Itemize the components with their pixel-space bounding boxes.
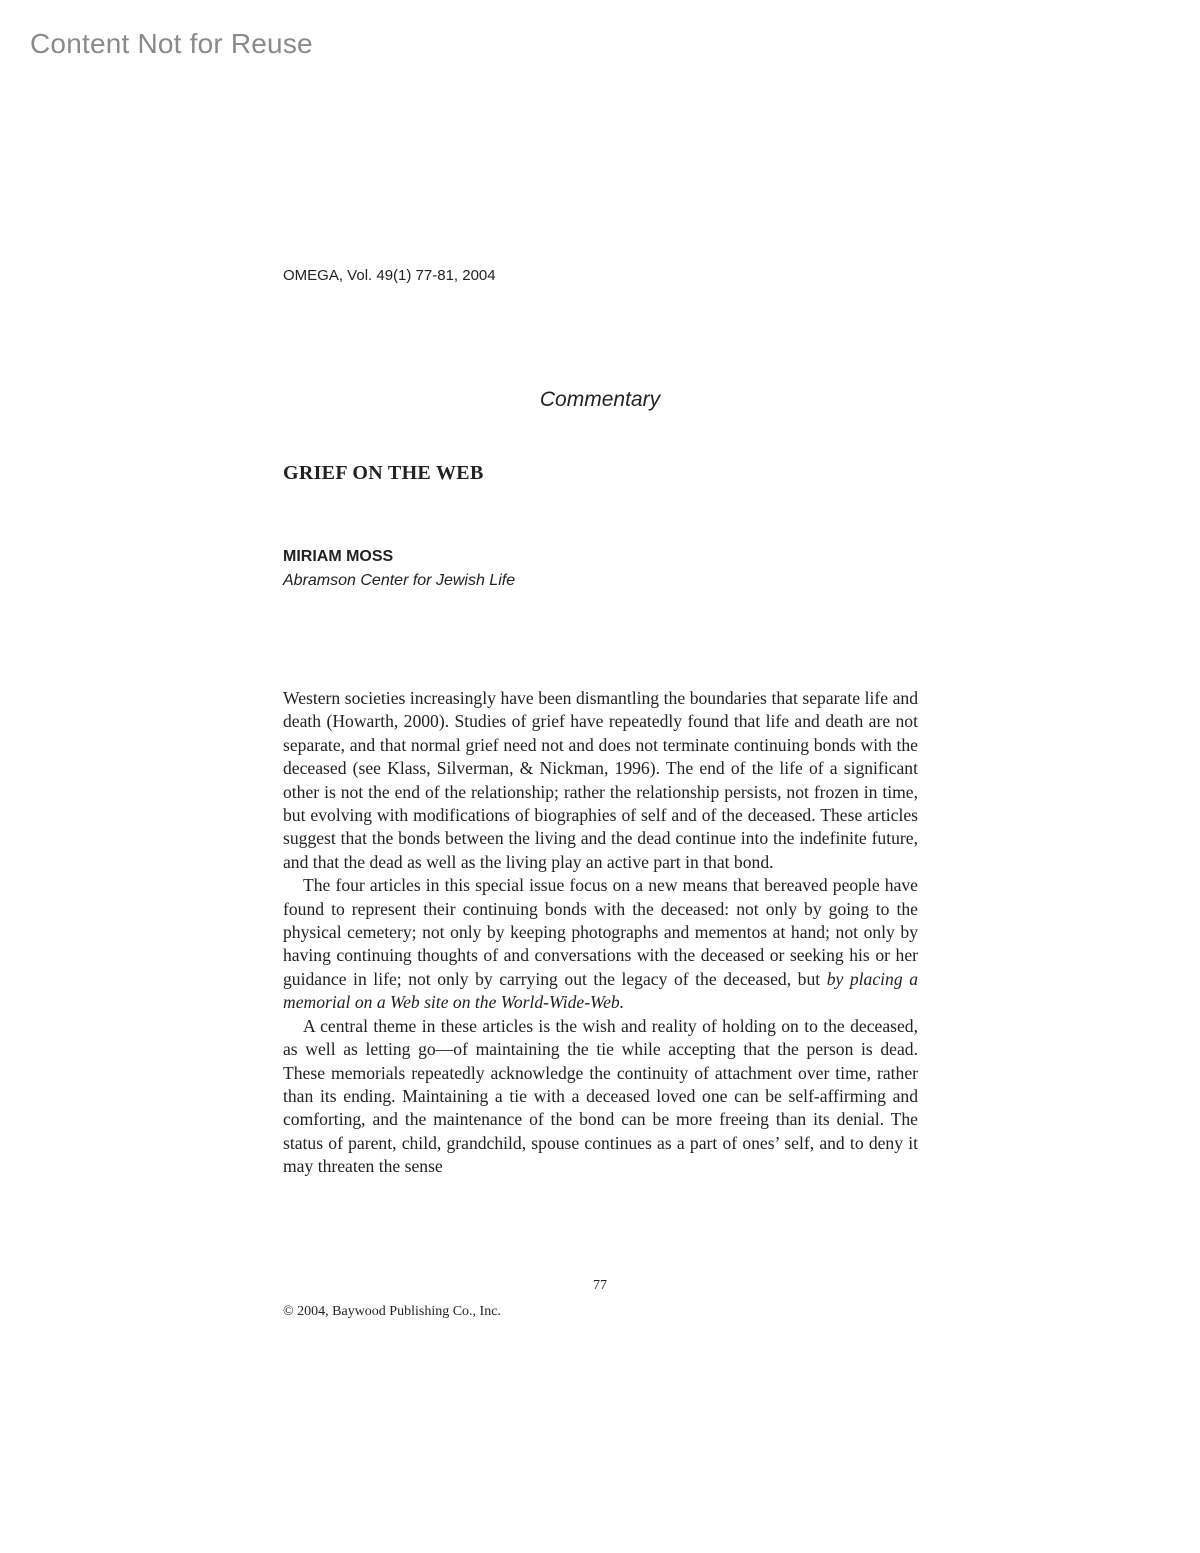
body-paragraph-1: Western societies increasingly have been dismantling the boundaries that separate life and death (Howarth, 2000). Studies of grief have repeatedly found that life and death are not separate, and that normal grief need not and does not terminate continuing bonds with the deceased (see Klass, Silverman, & Nickman, 1996). The end of the life of a significant other is not the end of the relationship; rather the relationship persists, not frozen in time, but evolving with modifications of biographies of self and of the deceased. These articles suggest that the bonds between the living and the dead continue into the indefinite future, and that the dead as well as the living play an active part in that bond.: [283, 688, 918, 872]
journal-citation: OMEGA, Vol. 49(1) 77-81, 2004: [283, 267, 496, 284]
watermark-text: Content Not for Reuse: [30, 28, 313, 59]
article-body: [283, 687, 918, 1179]
body-paragraph-2-emphasis: by placing a memorial on a Web site on the World-Wide-Web.: [283, 968, 918, 1013]
copyright-notice: © 2004, Baywood Publishing Co., Inc.: [283, 1304, 501, 1319]
body-paragraph-2-text: The four articles in this special issue focus on a new means that bereaved people have found to represent their continuing bonds with the deceased: not only by going to the physical cemetery; not only by keeping photographs and mementos at hand; not only by having continuing thoughts of and conversations with the deceased or seeking his or her guidance in life; not only by carrying out the legacy of the deceased, but: [283, 875, 918, 989]
page-number: 77: [593, 1278, 607, 1293]
body-paragraph-2: [283, 874, 918, 1014]
article-title: GRIEF ON THE WEB: [283, 462, 484, 484]
author-affiliation: Abramson Center for Jewish Life: [283, 572, 516, 589]
author-name: MIRIAM MOSS: [283, 548, 394, 565]
body-paragraph-3: A central theme in these articles is the wish and reality of holding on to the deceased, as well as letting go—of maintaining the tie while accepting that the person is dead. These memorials repeatedly acknowledge the continuity of attachment over time, rather than its ending. Maintaining a tie with a deceased loved one can be self-affirming and comforting, and the maintenance of the bond can be more freeing than its denial. The status of parent, child, grandchild, spouse continues as a part of ones’ self, and to deny it may threaten the sense: [283, 1015, 918, 1177]
section-label: Commentary: [539, 388, 661, 411]
